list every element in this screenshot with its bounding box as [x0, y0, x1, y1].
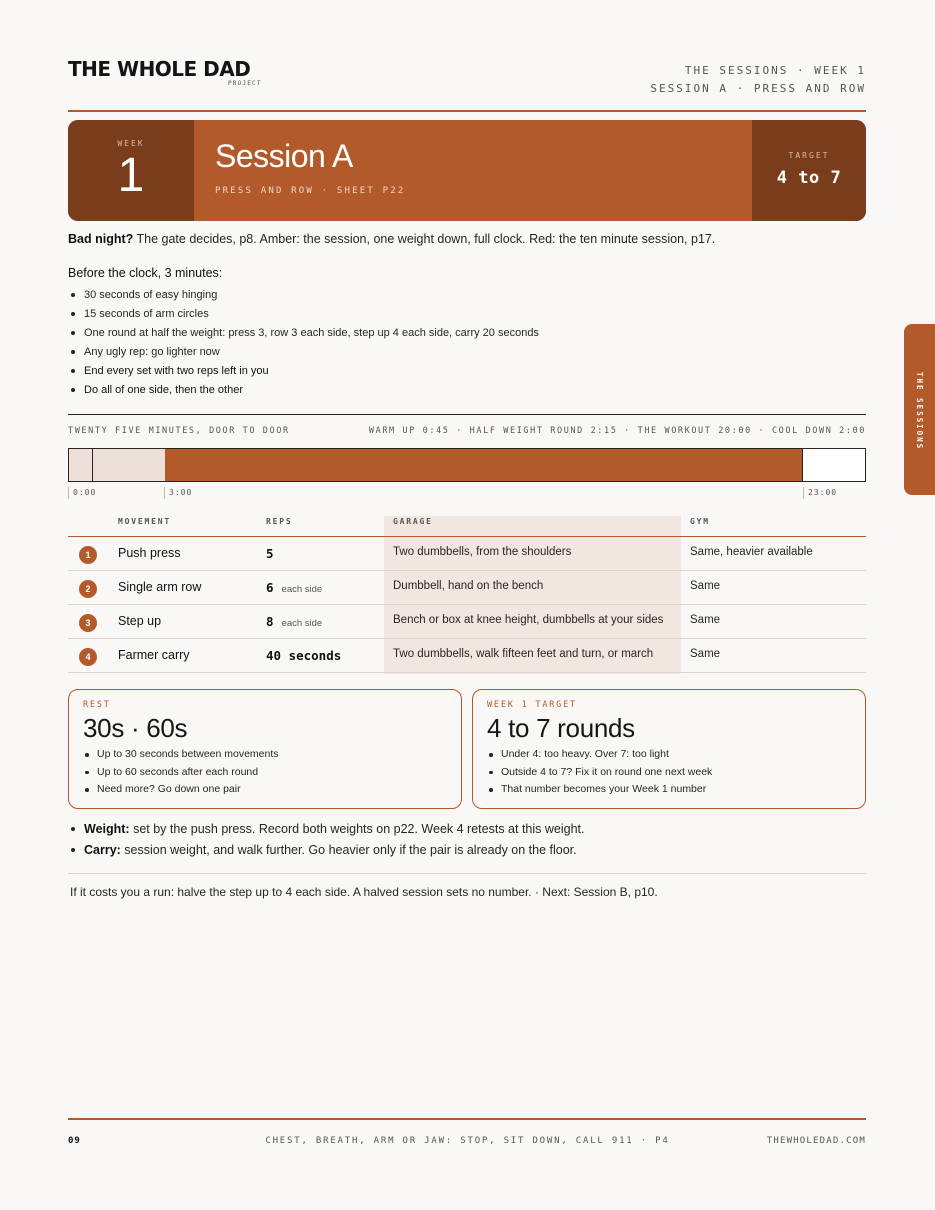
page-header: [68, 58, 866, 98]
note-text: set by the push press. Record both weights on p22. Week 4 retests at this weight.: [129, 822, 585, 836]
gym-setup: Same: [690, 648, 721, 660]
target-label: TARGET: [788, 151, 830, 160]
list-item: Up to 60 seconds after each round: [83, 764, 447, 782]
segment-warm-up: [69, 449, 93, 481]
list-item: Any ugly rep: go lighter now: [68, 344, 539, 363]
list-item: Up to 30 seconds between movements: [83, 746, 447, 764]
row-number-badge: 2: [79, 580, 97, 598]
reps-count: 8: [266, 614, 274, 629]
logo: [68, 57, 262, 87]
website-url[interactable]: THEWHOLEDAD.COM: [766, 1136, 866, 1146]
table-row: [68, 639, 866, 673]
bad-night-note: [68, 232, 866, 246]
col-header-gym: GYM: [690, 517, 710, 526]
movement-name: Push press: [118, 546, 181, 560]
footnote: If it costs you a run: halve the step up to 4 each side. A halved session sets no number. · Next: Session B, p10.: [70, 885, 658, 899]
target-card-label: WEEK 1 TARGET: [487, 700, 577, 710]
gym-setup: Same, heavier available: [690, 546, 813, 558]
notes-list: [68, 820, 584, 862]
list-item: End every set with two reps left in you: [68, 363, 539, 382]
bad-night-lead: Bad night?: [68, 232, 134, 246]
week-label: WEEK: [117, 139, 145, 148]
header-rule: [68, 110, 866, 112]
movement-name: Single arm row: [118, 580, 202, 594]
list-item: Under 4: too heavy. Over 7: too light: [487, 746, 851, 764]
week-number: 1: [117, 149, 145, 202]
reps-qualifier: each side: [281, 618, 323, 629]
row-number-badge: 1: [79, 546, 97, 564]
logo-wordmark: THE WHOLE DAD: [68, 57, 251, 81]
timeline-title: TWENTY FIVE MINUTES, DOOR TO DOOR: [68, 426, 290, 436]
reps-count: 6: [266, 580, 274, 595]
note-text: session weight, and walk further. Go heavier only if the pair is already on the floor.: [120, 843, 577, 857]
list-item: 30 seconds of easy hinging: [68, 287, 539, 306]
reps-value: [266, 614, 322, 629]
header-line-2: SESSION A · PRESS AND ROW: [650, 82, 866, 95]
footer-rule: [68, 1118, 866, 1120]
header-line-1: THE SESSIONS · WEEK 1: [684, 64, 866, 77]
target-card-value: 4 to 7 rounds: [487, 713, 635, 743]
week-block: [68, 120, 194, 221]
list-item: 15 seconds of arm circles: [68, 306, 539, 325]
row-number-badge: 3: [79, 614, 97, 632]
rest-value: 30s · 60s: [83, 713, 188, 743]
gym-setup: Same: [690, 580, 721, 592]
garage-setup: Dumbbell, hand on the bench: [393, 580, 544, 592]
list-item: Do all of one side, then the other: [68, 382, 539, 401]
gym-setup: Same: [690, 614, 721, 626]
rest-label: REST: [83, 700, 111, 710]
tick-label: 3:00: [164, 487, 192, 499]
note-lead: Weight:: [84, 822, 130, 836]
list-item: One round at half the weight: press 3, row 3 each side, step up 4 each side, carry 20 seconds: [68, 325, 539, 344]
section-side-tab[interactable]: [904, 324, 935, 495]
garage-setup: Two dumbbells, walk fifteen feet and turn, or march: [393, 648, 654, 660]
segment-half-weight: [93, 449, 165, 481]
list-item: Outside 4 to 7? Fix it on round one next week: [487, 764, 851, 782]
safety-note: CHEST, BREATH, ARM OR JAW: STOP, SIT DOWN, CALL 911 · P4: [265, 1136, 670, 1146]
garage-setup: Bench or box at knee height, dumbbells at your sides: [393, 614, 664, 626]
tick-label: 0:00: [68, 487, 96, 499]
before-list: [68, 287, 539, 401]
target-block: [752, 120, 866, 221]
session-title: Session A: [215, 138, 353, 174]
col-header-movement: MOVEMENT: [118, 517, 171, 526]
list-item: [68, 820, 584, 841]
reps-count: 5: [266, 546, 274, 561]
side-tab-label: THE SESSIONS: [915, 372, 924, 451]
segment-workout: [165, 449, 802, 481]
movement-name: Step up: [118, 614, 162, 628]
list-item: That number becomes your Week 1 number: [487, 781, 851, 799]
target-list: [487, 746, 851, 799]
reps-value: [266, 580, 322, 595]
header-context: [650, 62, 866, 98]
tick-label: 23:00: [803, 487, 837, 499]
session-subtitle: PRESS AND ROW · SHEET P22: [215, 186, 406, 196]
list-item: [68, 841, 584, 862]
row-number-badge: 4: [79, 648, 97, 666]
reps-value: [266, 546, 274, 561]
timeline-bar: [68, 448, 866, 482]
reps-qualifier: each side: [281, 584, 323, 595]
reps-count: 40 seconds: [266, 648, 342, 663]
divider: [68, 873, 866, 874]
col-header-reps: REPS: [266, 517, 293, 526]
target-card: [472, 689, 866, 809]
note-lead: Carry:: [84, 843, 121, 857]
target-value: 4 to 7: [776, 168, 842, 188]
session-banner: [68, 120, 866, 221]
movement-name: Farmer carry: [118, 648, 190, 662]
list-item: Need more? Go down one pair: [83, 781, 447, 799]
logo-sub: PROJECT: [228, 80, 262, 87]
bad-night-text: The gate decides, p8. Amber: the session, one weight down, full clock. Red: the ten minute session, p17.: [133, 232, 716, 246]
timeline-rule: [68, 414, 866, 415]
before-heading: Before the clock, 3 minutes:: [68, 266, 223, 280]
table-row: [68, 537, 866, 571]
rest-list: [83, 746, 447, 799]
table-row: [68, 571, 866, 605]
timeline-breakdown: WARM UP 0:45 · HALF WEIGHT ROUND 2:15 · THE WORKOUT 20:00 · COOL DOWN 2:00: [368, 426, 866, 436]
table-row: [68, 605, 866, 639]
page-number: 09: [68, 1136, 81, 1146]
rest-card: [68, 689, 462, 809]
garage-setup: Two dumbbells, from the shoulders: [393, 546, 572, 558]
segment-cool-down: [802, 449, 865, 481]
col-header-garage: GARAGE: [393, 517, 433, 526]
reps-value: [266, 648, 341, 663]
